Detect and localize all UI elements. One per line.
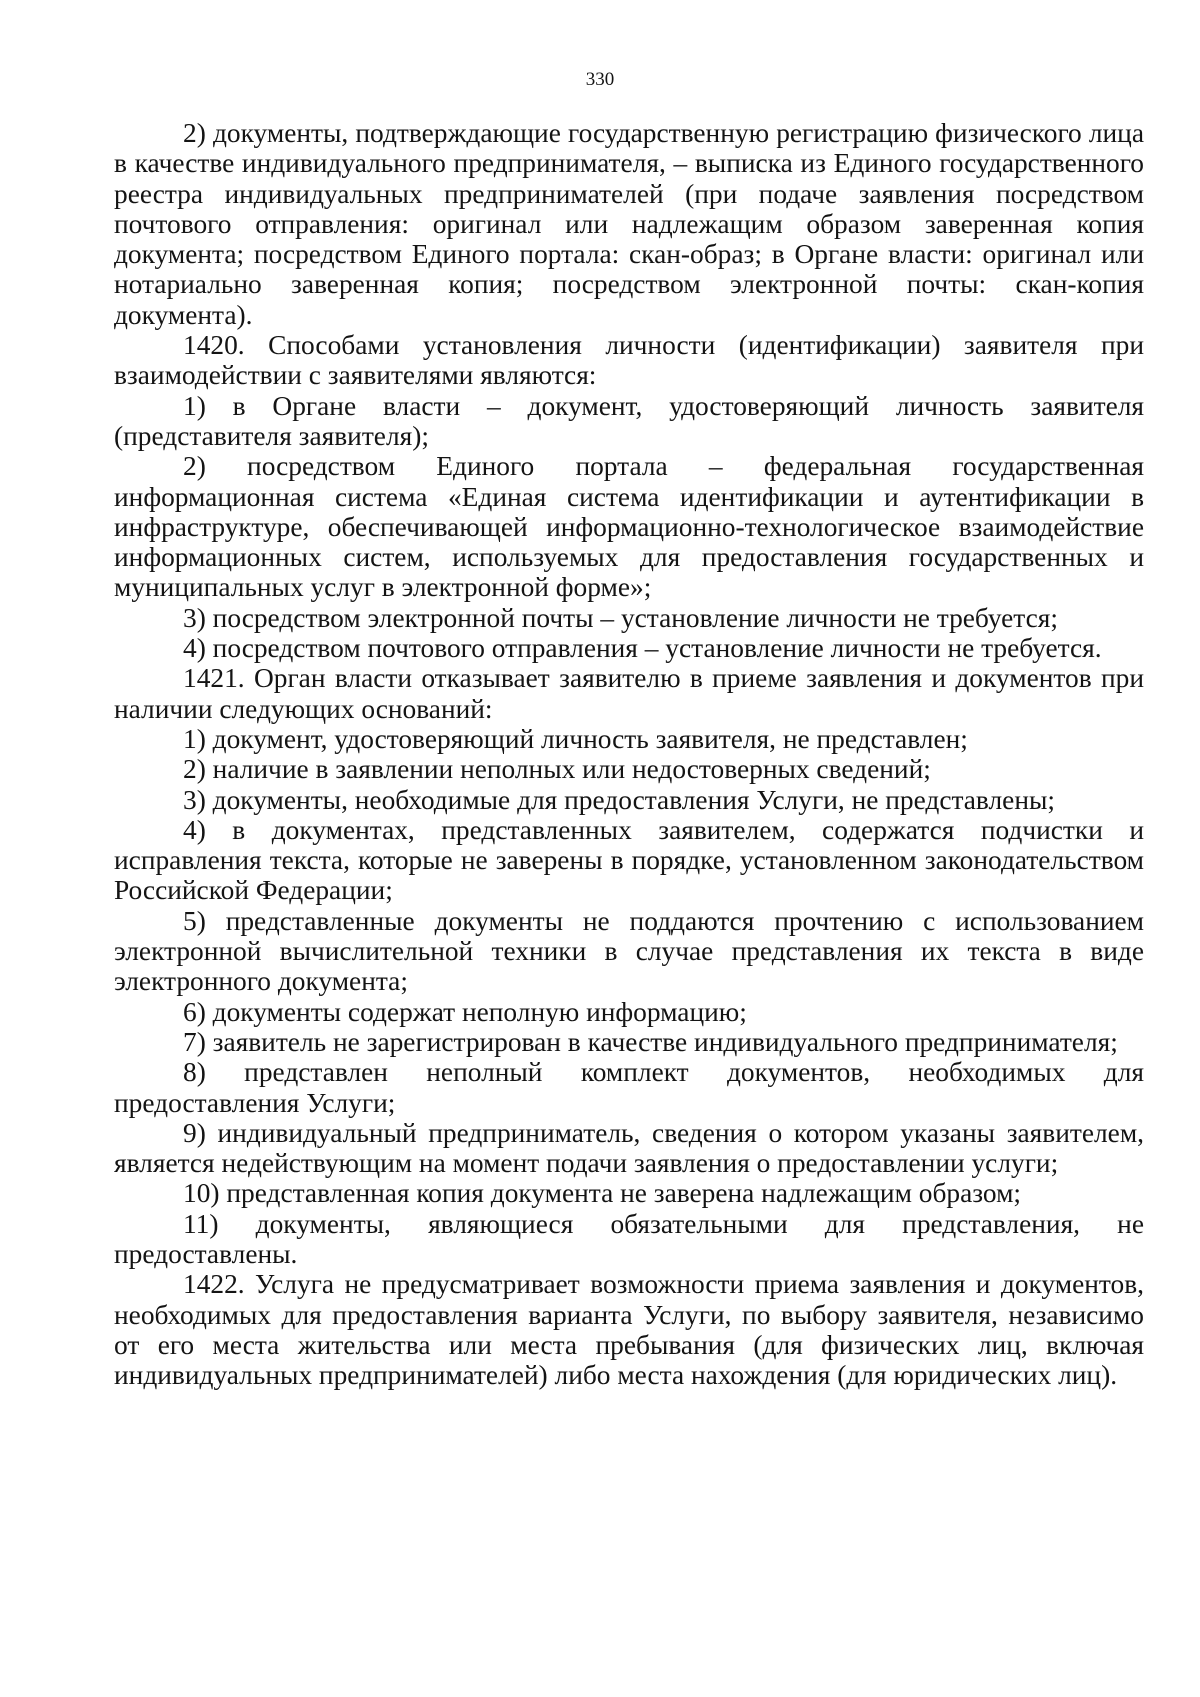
paragraph-1421-item-11: 11) документы, являющиеся обязательными для представления, не предоставлены. [114, 1208, 1144, 1269]
document-body [114, 118, 1144, 1390]
paragraph-1421-item-8: 8) представлен неполный комплект документов, необходимых для предоставления Услуги; [114, 1057, 1144, 1118]
paragraph-1420-item-4: 4) посредством почтового отправления – установление личности не требуется. [183, 633, 1102, 664]
paragraph-1421-item-7: 7) заявитель не зарегистрирован в качестве индивидуального предпринимателя; [183, 1026, 1118, 1057]
page-number: 330 [585, 69, 615, 90]
paragraph-1420-identification-methods: 1420. Способами установления личности (идентификации) заявителя при взаимодействии с заявителями являются: [114, 330, 1144, 391]
paragraph-1421-item-6: 6) документы содержат неполную информацию; [183, 996, 747, 1027]
paragraph-1421-item-10: 10) представленная копия документа не заверена надлежащим образом; [183, 1178, 1022, 1209]
paragraph-1421-item-9: 9) индивидуальный предприниматель, сведения о котором указаны заявителем, является недействующим на момент подачи заявления о предоставлении услуги; [114, 1117, 1144, 1179]
paragraph-1421-item-2: 2) наличие в заявлении неполных или недостоверных сведений; [183, 754, 931, 785]
paragraph-1421-item-3: 3) документы, необходимые для предоставления Услуги, не представлены; [183, 784, 1056, 815]
paragraph-1421-item-5: 5) представленные документы не поддаются прочтению с использованием электронной вычислительной техники в случае представления их текста в виде электронного документа; [114, 905, 1144, 997]
paragraph-1422-extraterritorial: 1422. Услуга не предусматривает возможности приема заявления и документов, необходимых для предоставления варианта Услуги, по выбору заявителя, независимо от его места жительства или места пребывания (для физических лиц, включая индивидуальных предпринимателей) либо места нахождения (для юридических лиц). [114, 1269, 1144, 1391]
paragraph-1420-item-2: 2) посредством Единого портала – федеральная государственная информационная система «Единая система идентификации и аутентификации в инфраструктуре, обеспечивающей информационно-технологическое взаимодействие информационных систем, используемых для предоставления государственных и муниципальных услуг в электронной форме»; [114, 451, 1144, 603]
paragraph-1420-item-3: 3) посредством электронной почты – установление личности не требуется; [183, 602, 1058, 633]
paragraph-1421-refusal-grounds: 1421. Орган власти отказывает заявителю в приеме заявления и документов при наличии следующих оснований: [114, 663, 1144, 724]
paragraph-1421-item-4: 4) в документах, представленных заявителем, содержатся подчистки и исправления текста, которые не заверены в порядке, установленном законодательством Российской Федерации; [114, 814, 1144, 906]
paragraph-1421-item-1: 1) документ, удостоверяющий личность заявителя, не представлен; [183, 723, 968, 754]
paragraph-1420-item-1: 1) в Органе власти – документ, удостоверяющий личность заявителя (представителя заявителя); [114, 390, 1144, 451]
paragraph-item-2-ip-registration: 2) документы, подтверждающие государственную регистрацию физического лица в качестве индивидуального предпринимателя, – выписка из Единого государственного реестра индивидуальных предпринимателей (при подаче заявления посредством почтового отправления: оригинал или надлежащим образом заверенная копия документа; посредством Единого портала: скан-образ; в Органе власти: оригинал или нотариально заверенная копия; посредством электронной почты: скан-копия документа). [114, 118, 1144, 330]
